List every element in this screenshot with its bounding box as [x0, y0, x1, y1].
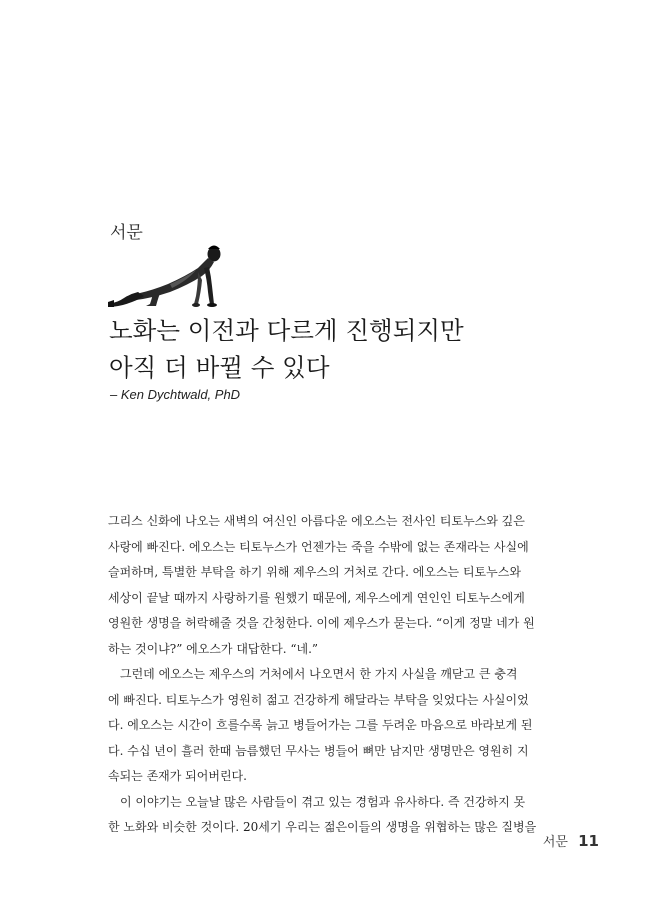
page-number: 11 [578, 832, 599, 850]
crawling-man-illustration [108, 240, 233, 308]
chapter-title-line: 아직 더 바뀔 수 있다 [109, 353, 330, 382]
text-line: 슬퍼하며, 특별한 부탁을 하기 위해 제우스의 거처로 간다. 에오스는 티토누스와 [108, 565, 521, 579]
text-line: 이 이야기는 오늘날 많은 사람들이 겪고 있는 경험과 유사하다. 즉 건강하지 못 [108, 794, 526, 809]
text-line: 한 노화와 비슷한 것이다. 20세기 우리는 젊은이들의 생명을 위협하는 많은 질병을 [108, 820, 537, 834]
text-line: 세상이 끝날 때까지 사랑하기를 원했기 때문에, 제우스에게 연인인 티토누스에게 [108, 590, 525, 605]
text-line: 에 빠진다. 티토누스가 영원히 젊고 건강하게 해달라는 부탁을 잊었다는 사실이었 [108, 692, 529, 707]
section-label: 서문 [110, 223, 143, 243]
text-line: 다. 수십 년이 흘러 한때 늠름했던 무사는 병들어 뼈만 남지만 생명만은 영원히 지 [108, 743, 529, 758]
text-line: 그리스 신화에 나오는 새벽의 여신인 아름다운 에오스는 전사인 티토누스와 깊은 [108, 514, 525, 528]
page-footer [543, 831, 599, 850]
text-line: 속되는 존재가 되어버린다. [108, 769, 247, 783]
text-line: 영원한 생명을 허락해줄 것을 간청한다. 이에 제우스가 묻는다. “이게 정말 네가 원 [108, 616, 535, 630]
text-line: 그런데 에오스는 제우스의 거처에서 나오면서 한 가지 사실을 깨닫고 큰 충격 [108, 667, 518, 681]
footer-section-label: 서문 [542, 835, 568, 850]
text-line: 다. 에오스는 시간이 흐를수록 늙고 병들어가는 그를 두려운 마음으로 바라보게 된 [108, 718, 533, 732]
text-line: 하는 것이냐?” 에오스가 대답한다. “네.” [108, 641, 319, 656]
body-text [108, 509, 578, 841]
text-line: 사랑에 빠진다. 에오스는 티토누스가 언젠가는 죽을 수밖에 없는 존재라는 사실에 [108, 539, 529, 554]
chapter-title-line: 노화는 이전과 다르게 진행되지만 [109, 316, 464, 345]
attribution: – Ken Dychtwald, PhD [110, 387, 241, 402]
chapter-title [109, 312, 559, 386]
